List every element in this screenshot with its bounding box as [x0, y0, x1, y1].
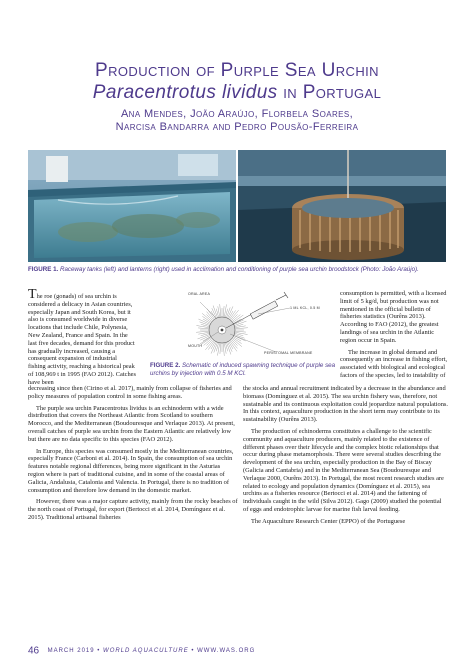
figure-2-caption: [150, 362, 338, 378]
figure-1-label: FIGURE 1.: [28, 266, 59, 273]
article-title: [0, 60, 474, 104]
urchin-spine: [235, 332, 248, 334]
page-number: 46: [28, 645, 40, 657]
paragraph-demand: The increase in global demand and consequently an increase in fishing effort, associated with biological and ecological factors of the species, led to instability of: [340, 348, 448, 379]
urchin-spine: [223, 306, 224, 317]
figure-2-label: FIGURE 2.: [150, 362, 181, 369]
title-line-2: [0, 82, 474, 104]
figure-2-caption-text: Schematic of induced spawning technique of purple sea urchins by injection with 0.5 M KCl.: [150, 362, 336, 377]
paragraph-consumption: consumption is permitted, with a licensed limit of 5 kg/d, but production was not mentioned in the official bulletin of fisheries statistics (Ourêns 2013). According to FAO (2012), the greatest landings of sea urchin in the Atlantic region occur in Spain.: [340, 290, 447, 344]
urchin-spine: [235, 324, 244, 326]
urchin-spine: [235, 333, 244, 335]
body-left-top: [28, 287, 136, 391]
paragraph-intro-cont: decreasing since then (Cirino et al. 2017), mainly from collapse of fisheries and policy measures of population control in some fishing areas.: [28, 385, 232, 400]
figure-1-caption: [28, 266, 448, 274]
dropcap: T: [28, 287, 37, 302]
paragraph-capture: However, there was a major capture activity, mainly from the rocky beaches of the north coast of Portugal, for export (Bertocci et al. 2014, Domínguez et al. 2015). Traditional artisanal fisheries: [28, 498, 238, 521]
urchin-spine: [217, 343, 219, 356]
lanterns-photo: [238, 150, 446, 262]
urchin-spine: [216, 309, 218, 318]
spawning-schematic: [140, 288, 338, 360]
label-oral-area: ORAL AREA: [188, 292, 211, 296]
body-right-top: [340, 290, 448, 384]
paragraph-species: The purple sea urchin Paracentrotus lividus is an echinoderm with a wide distribution that covers the Northeast Atlantic from Scotland to southern Morocco, and the Mediterranean (Boudouresque and Verlaque 2013). At present, overall catches of purple sea urchin from the Eastern Atlantic are relatively low but there are no data specific to this species (FAO 2012).: [28, 404, 235, 443]
footer-info: [48, 648, 256, 654]
paragraph-intro: he roe (gonads) of sea urchin is considered a delicacy in Asian countries, especially Japan and South Korea, but it also is consumed worldwide in diverse locations that include Chile, Polynesia, New Zealand, France and Spain. In the last five decades, demand for this product has gradually increased, causing a consequent expansion of industrial fishing activity, reaching a historical peak of 108,969 t in 1995 (FAO 2012). Catches have been: [28, 293, 136, 386]
footer-magazine: WORLD AQUACULTURE: [103, 647, 189, 654]
urchin-spine: [235, 328, 248, 329]
title-line-1: Production of Purple Sea Urchin: [95, 60, 379, 81]
label-mouth: MOUTH: [188, 344, 203, 348]
raceway-tanks-photo: [28, 150, 236, 262]
urchin-spine: [224, 304, 226, 317]
paragraph-demand-cont: the stocks and annual recruitment indicated by a decrease in the abundance and biomass (Domínguez et al. 2015). The sea urchin fishery was, therefore, not sustainable and its continuous exploitation could jeopardize natural populations. In this context, aquaculture production in the short term may contribute to its sustainability (Ourêns 2013).: [243, 385, 448, 424]
urchin-spine: [201, 337, 212, 344]
footer-sep-2: •: [188, 647, 198, 654]
urchin-spine: [223, 343, 224, 356]
urchin-spine: [201, 333, 210, 335]
urchin-spine: [196, 331, 209, 332]
label-peristomal: PERISTOMAL MEMBRANE: [264, 351, 313, 355]
urchin-spine: [229, 341, 236, 352]
paragraph-eppo: The Aquaculture Research Center (EPPO) of the Portuguese: [251, 517, 406, 525]
urchin-spine: [196, 325, 209, 327]
urchin-spine: [220, 343, 221, 354]
title-species: Paracentrotus lividus: [92, 82, 278, 103]
figure-1-caption-text: Raceway tanks (left) and lanterns (right) used in acclimation and conditioning of purple sea urchin broodstock (Photo: João Araújo).: [58, 266, 419, 273]
urchin-spine: [235, 331, 246, 332]
author-list: [0, 108, 474, 134]
urchin-spine: [232, 338, 242, 346]
urchin-spine: [230, 310, 238, 320]
authors-line-1: Ana Mendes, João Araújo, Florbela Soares,: [120, 108, 354, 120]
urchin-spine: [225, 343, 227, 352]
authors-line-2: Narcisa Bandarra and Pedro Pousão-Ferreira: [115, 121, 359, 133]
body-right-bottom: [243, 385, 448, 530]
label-kcl: 1 ML KCL, 0.5 M: [290, 306, 320, 310]
urchin-spine: [198, 328, 209, 329]
urchin-spine: [216, 343, 218, 352]
footer-issue: MARCH 2019: [47, 647, 95, 654]
paragraph-echinoderms: The production of echinoderms constitutes a challenge to the scientific community and aquaculture producers, mainly related to the existence of different phases over their lifecycle and the complex biotic relationships that occur during phase metamorphosis. There were several studies describing the development of the sea urchin, especially production in the Bay of Biscay (Galicia and Cantabria) and in the Mediterranean Sea (Boudouresque and Verlaque 2000, Ourêns 2013). In Portugal, the most recent research studies are related to ecology and population dynamics (Domínguez et al. 2015), sea urchins as a fisheries resource (Bertocci et al. 2014) and the fattening of individuals caught in the wild (Silva 2012). Gago (2009) studied the potential of eggs and endotrophic larvae for marine fish larval feeding.: [243, 427, 444, 513]
footer-sep-1: •: [94, 647, 104, 654]
paragraph-europe: In Europe, this species was consumed mostly in the Mediterranean countries, especially France (Carboni et al. 2014). In Spain, the consumption of sea urchin features notable regional differences, being more significant in the Asturias region where is part of traditional cuisine, and in some of the coastal areas of Galicia, Andalusia, Catalonia and Valencia. In Portugal, there is no tradition of consumption and therefore low demand in the domestic market.: [28, 447, 234, 494]
urchin-spine: [201, 324, 210, 326]
title-in-portugal: in Portugal: [277, 82, 382, 103]
page-footer: [28, 642, 255, 660]
urchin-spine: [220, 304, 221, 317]
urchin-spine: [202, 313, 212, 321]
body-left-bottom: [28, 385, 238, 526]
urchin-spine: [225, 309, 227, 318]
urchin-spine: [205, 340, 213, 350]
footer-website: WWW.WAS.ORG: [197, 647, 256, 654]
